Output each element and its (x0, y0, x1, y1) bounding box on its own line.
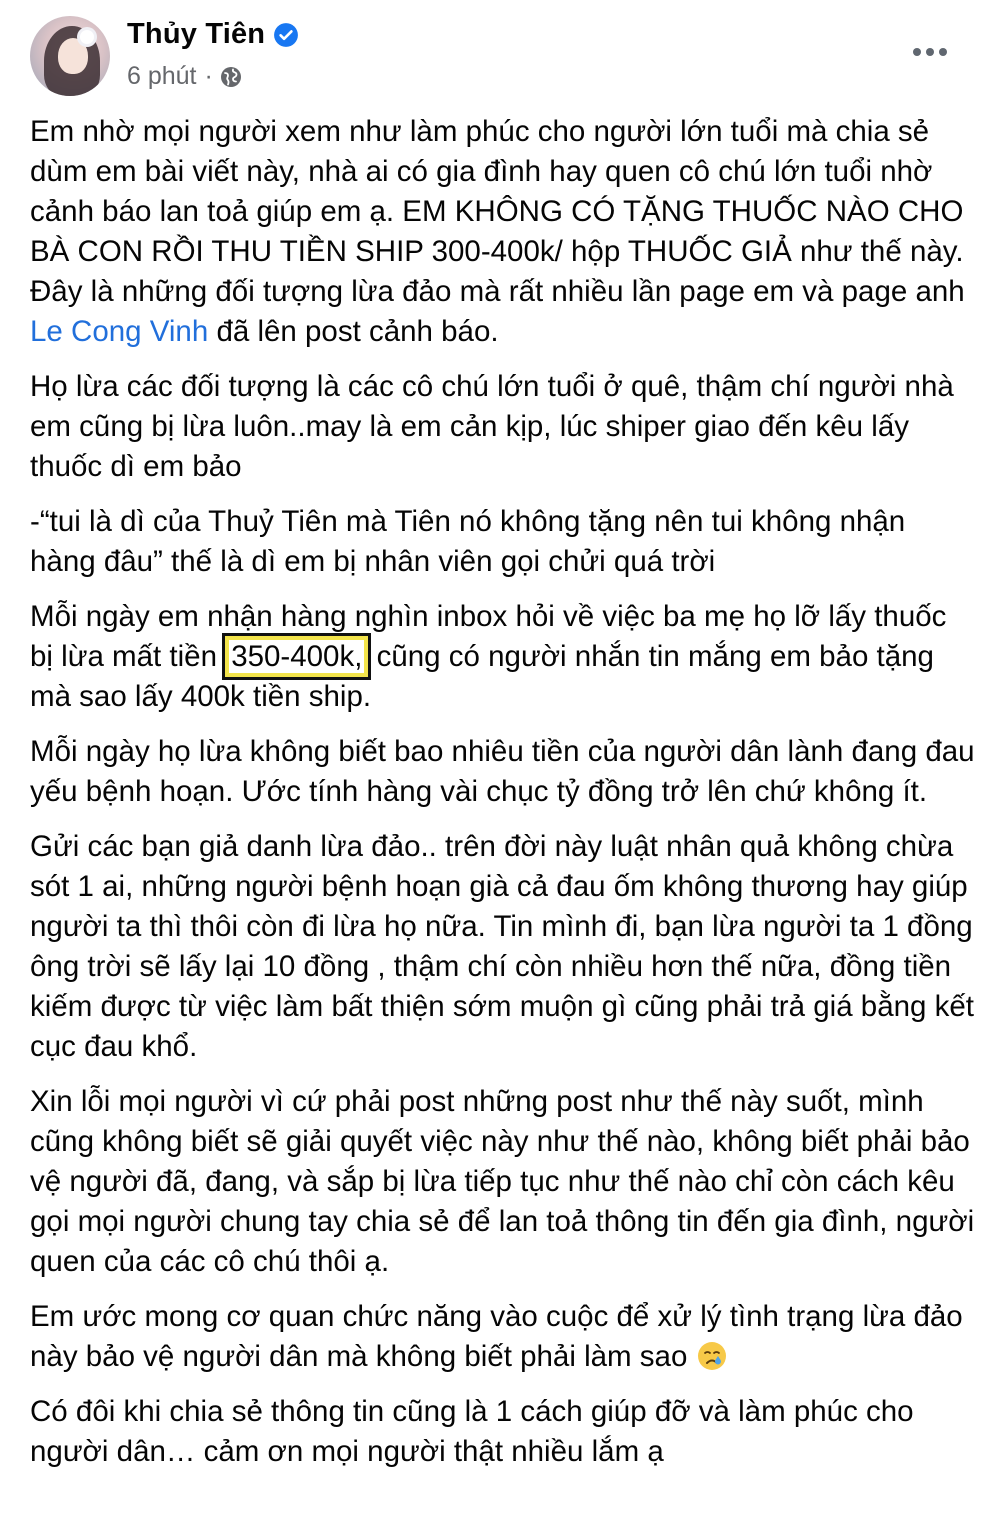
meta-separator: · (204, 62, 213, 90)
post-paragraph-2: Họ lừa các đối tượng là các cô chú lớn tuổi ở quê, thậm chí người nhà em cũng bị lừa luôn..may là em cản kịp, lúc shiper giao đến kêu lấy thuốc dì em bảo (30, 370, 954, 483)
globe-icon[interactable] (219, 65, 243, 89)
author-name[interactable]: Thủy Tiên (127, 18, 266, 50)
post-paragraph-5: Mỗi ngày họ lừa không biết bao nhiêu tiền của người dân lành đang đau yếu bệnh hoạn. Ước tính hàng vài chục tỷ đồng trở lên chứ không ít. (30, 735, 975, 808)
post-paragraph-6: Gửi các bạn giả danh lừa đảo.. trên đời này luật nhân quả không chừa sót 1 ai, những người bệnh hoạn già cả đau ốm không thương hay giúp người ta thì thôi còn đi lừa họ nữa. Tin mình đi, bạn lừa người ta 1 đồng ông trời sẽ lấy lại 10 đồng , thậm chí còn nhiều hơn thế nữa, đồng tiền kiếm được từ việc làm bất thiện sớm muộn gì cũng phải trả giá bằng kết cục đau khổ. (30, 830, 974, 1063)
paragraph-4-text: Mỗi ngày em nhận hàng nghìn inbox hỏi về việc ba mẹ họ lỡ lấy thuốc bị lừa mất tiền (30, 600, 947, 673)
post-timestamp[interactable]: 6 phút (127, 62, 197, 90)
avatar-flower (80, 30, 94, 44)
paragraph-1-tail: đã lên post cảnh báo. (208, 315, 499, 348)
post-paragraph-4 (30, 597, 975, 717)
paragraph-4-tail: cũng có người nhắn tin mắng em bảo tặng mà sao lấy 400k tiền ship. (30, 640, 934, 713)
post-header (0, 0, 992, 110)
author-avatar[interactable] (30, 16, 110, 96)
post-meta (127, 62, 243, 91)
author-row (127, 18, 299, 51)
post-paragraph-3: -“tui là dì của Thuỷ Tiên mà Tiên nó không tặng nên tui không nhận hàng đâu” thế là dì em bị nhân viên gọi chửi quá trời (30, 505, 906, 578)
more-options-icon[interactable] (910, 40, 950, 64)
post-paragraph-8 (30, 1297, 975, 1377)
paragraph-8-text: Em ước mong cơ quan chức năng vào cuộc để xử lý tình trạng lừa đảo này bảo vệ người dân mà không biết phải làm sao (30, 1300, 963, 1373)
crying-face-icon (696, 1340, 728, 1372)
post-body (30, 112, 975, 1487)
post-paragraph-7: Xin lỗi mọi người vì cứ phải post những post như thế này suốt, mình cũng không biết sẽ giải quyết việc này như thế nào, không biết phải bảo vệ người đã, đang, và sắp bị lừa tiếp tục như thế nào chỉ còn cách kêu gọi mọi người chung tay chia sẻ để lan toả thông tin đến gia đình, người quen của các cô chú thôi ạ. (30, 1085, 975, 1278)
verified-badge-icon (273, 22, 299, 48)
paragraph-1-text: Em nhờ mọi người xem như làm phúc cho người lớn tuổi mà chia sẻ dùm em bài viết này, nhà ai có gia đình hay quen cô chú lớn tuổi nhờ cảnh báo lan toả giúp em ạ. EM KHÔNG CÓ TẶNG THUỐC NÀO CHO BÀ CON RỒI THU TIỀN SHIP 300-400k/ hộp THUỐC GIẢ như thế này. Đây là những đối tượng lừa đảo mà rất nhiều lần page em và page anh (30, 115, 965, 308)
highlighted-price: 350-400k, (225, 636, 368, 677)
mention-link[interactable]: Le Cong Vinh (30, 315, 209, 348)
post-paragraph-1 (30, 112, 975, 352)
post-paragraph-9: Có đôi khi chia sẻ thông tin cũng là 1 cách giúp đỡ và làm phúc cho người dân… cảm ơn mọi người thật nhiều lắm ạ (30, 1395, 914, 1468)
